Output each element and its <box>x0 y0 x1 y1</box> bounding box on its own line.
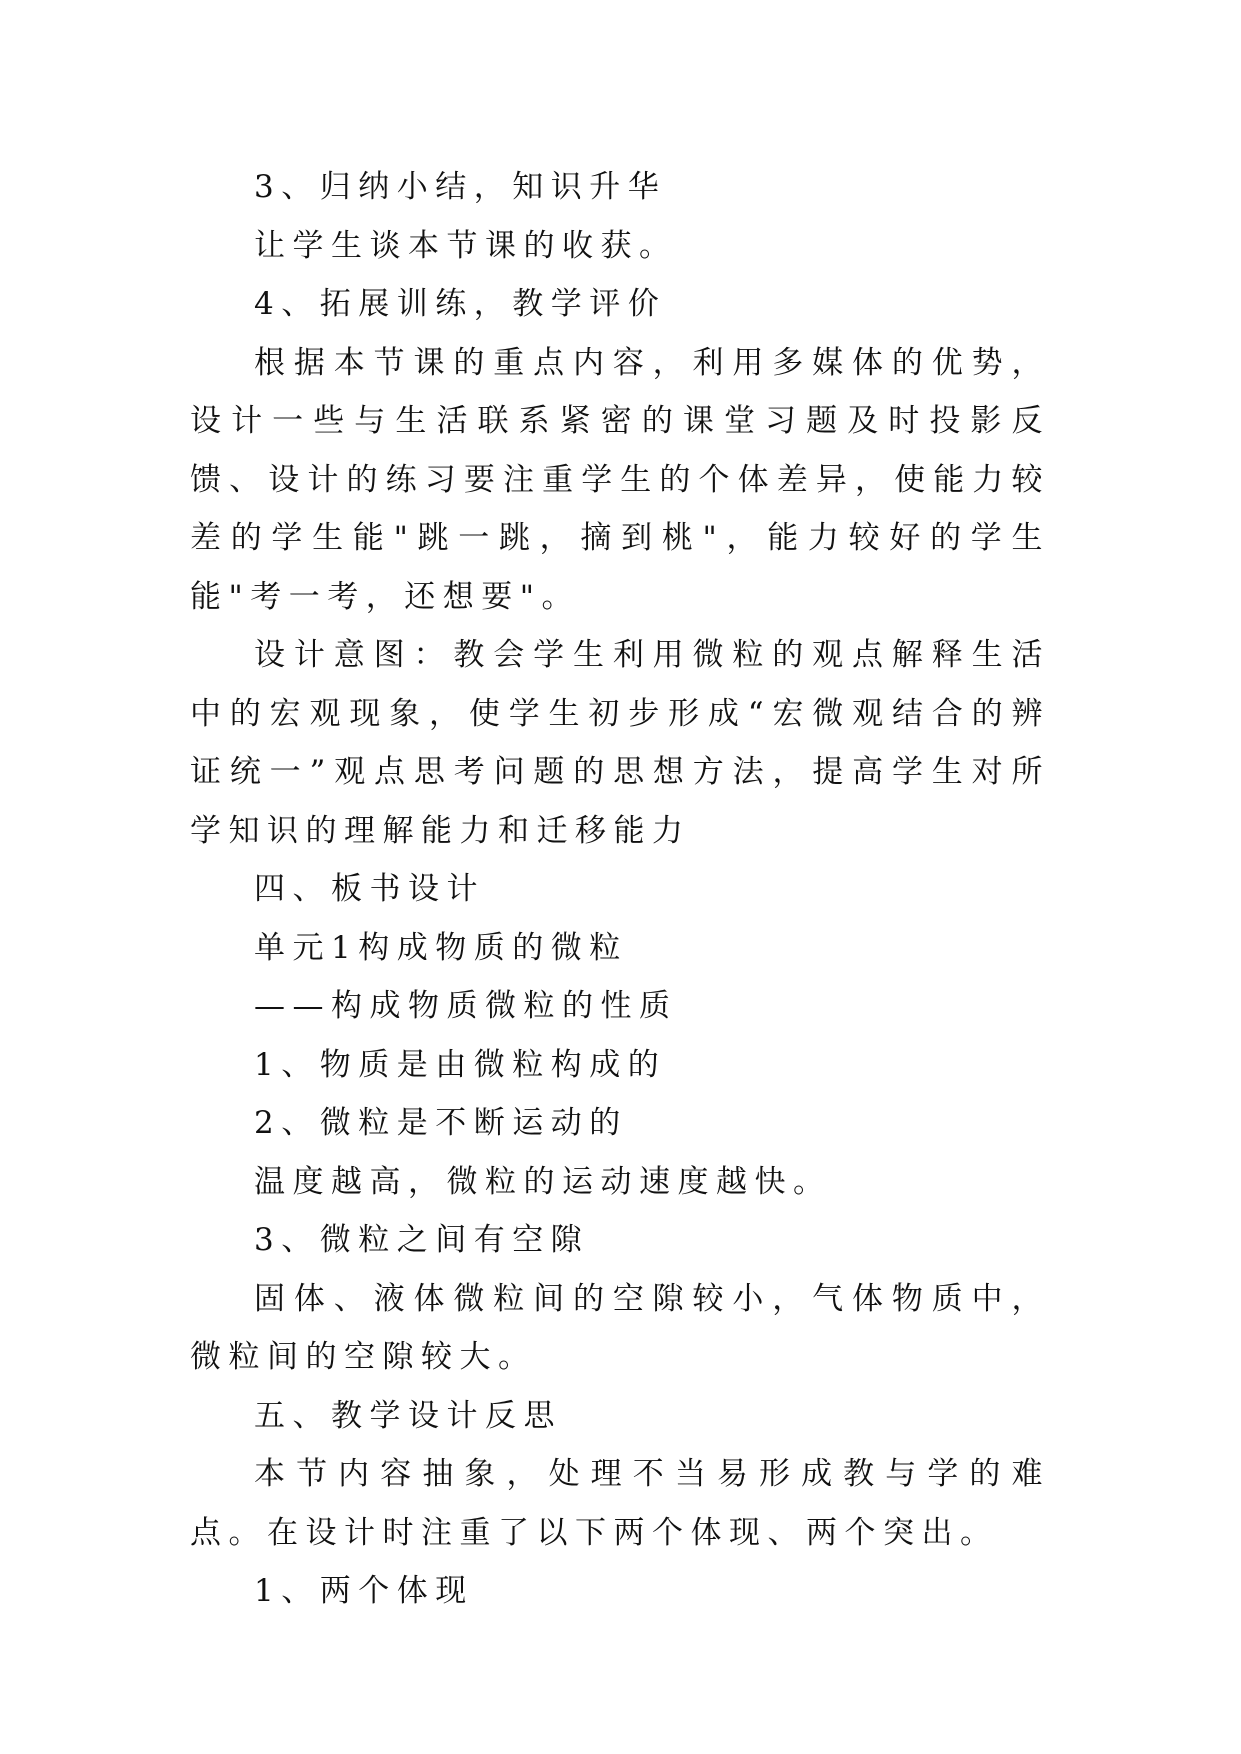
paragraph-summary-heading: 3、归纳小结，知识升华 <box>254 169 667 205</box>
paragraph-summary-text: 让学生谈本节课的收获。 <box>254 227 678 264</box>
board-point-2-detail: 温度越高，微粒的运动速度越快。 <box>254 1163 832 1200</box>
section-heading-board-design: 四、板书设计 <box>254 871 485 907</box>
paragraph-two-embodiments: 1、两个体现 <box>254 1573 474 1609</box>
board-point-1: 1、物质是由微粒构成的 <box>254 1046 667 1083</box>
board-point-2: 2、微粒是不断运动的 <box>254 1105 628 1141</box>
paragraph-reflection-text: 本节内容抽象，处理不当易形成教与学的难点。在设计时注重了以下两个体现、两个突出。 <box>190 1456 1050 1551</box>
paragraph-extension-heading: 4、拓展训练，教学评价 <box>254 286 667 322</box>
board-subtitle: ——构成物质微粒的性质 <box>254 988 678 1024</box>
paragraph-extension-text: 根据本节课的重点内容，利用多媒体的优势，设计一些与生活联系紧密的课堂习题及时投影反馈、设计的练习要注重学生的个体差异，使能力较差的学生能"跳一跳，摘到桃"，能力较好的学生能"考一考，还想要"。 <box>190 344 1050 615</box>
section-heading-reflection: 五、教学设计反思 <box>254 1397 562 1434</box>
document-body <box>190 158 1050 1621</box>
board-point-3: 3、微粒之间有空隙 <box>254 1222 590 1258</box>
board-point-3-detail: 固体、液体微粒间的空隙较小，气体物质中，微粒间的空隙较大。 <box>190 1280 1050 1375</box>
board-unit-title: 单元1构成物质的微粒 <box>254 929 628 966</box>
paragraph-design-intent: 设计意图：教会学生利用微粒的观点解释生活中的宏观现象，使学生初步形成“宏微观结合的辨证统一”观点思考问题的思想方法，提高学生对所学知识的理解能力和迁移能力 <box>190 637 1050 849</box>
